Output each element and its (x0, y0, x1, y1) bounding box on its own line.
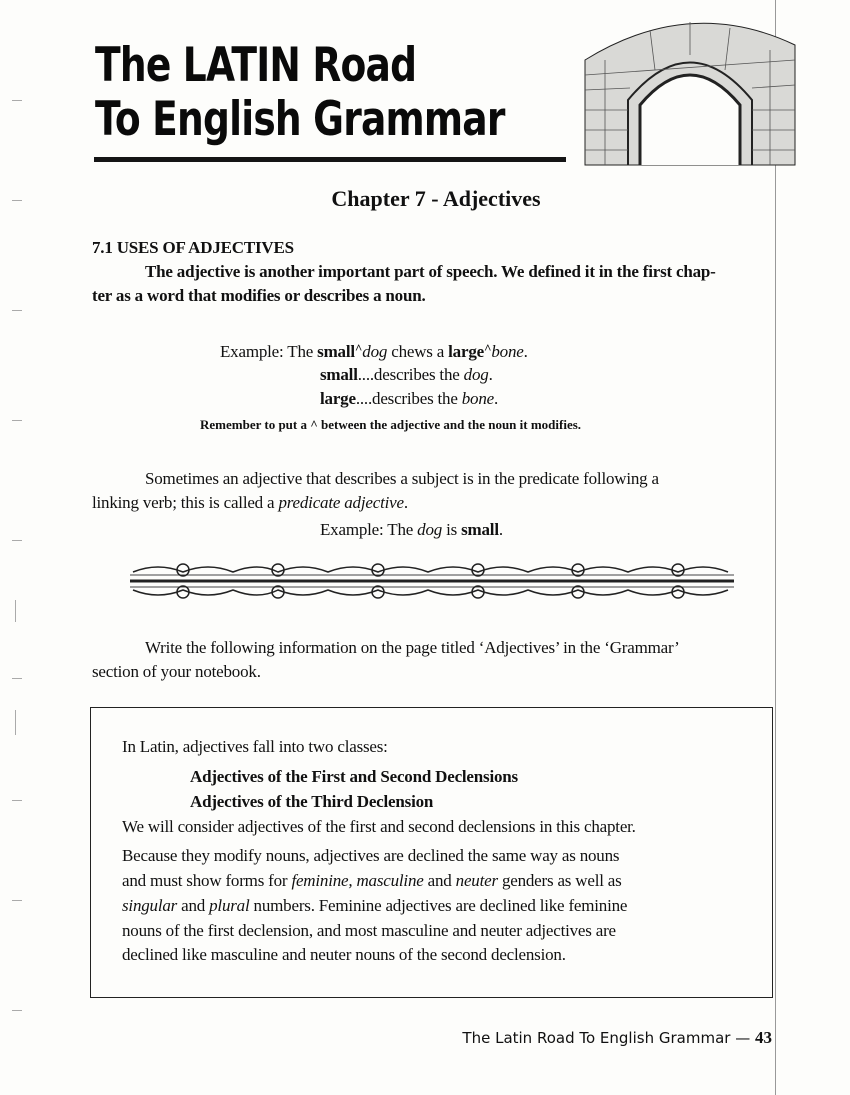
word-bone: bone (491, 342, 524, 361)
box-line-3: We will consider adjectives of the first and second declensions in this chapter. (122, 817, 636, 836)
text: . (523, 342, 528, 361)
binder-mark (12, 900, 22, 901)
text: . (403, 493, 408, 512)
text: and must show forms for (122, 871, 292, 890)
caret: ^ (354, 341, 363, 356)
paragraph-1-line-2: ter as a word that modifies or describes a noun. (92, 286, 426, 305)
term-plural: plural (209, 896, 250, 915)
word-dog: dog (463, 365, 489, 384)
binder-mark (12, 800, 22, 801)
word-dog: dog (362, 342, 388, 361)
book-title-line2: To English Grammar (95, 92, 505, 147)
term-predicate-adjective: predicate adjective (278, 493, 404, 512)
title-rule (94, 157, 566, 162)
word-bone: bone (461, 389, 494, 408)
binder-mark (12, 100, 22, 101)
word-large: large (320, 389, 356, 408)
paragraph-2-line-2 (92, 493, 408, 513)
text: numbers. Feminine adjectives are declined like feminine (249, 896, 628, 915)
text: and (423, 871, 456, 890)
text: . (494, 389, 499, 408)
footer-dash: — (735, 1029, 751, 1047)
term-genders: feminine, masculine (291, 871, 424, 890)
text: . (498, 520, 503, 539)
example-2 (320, 365, 493, 385)
example-4 (320, 520, 503, 540)
binder-mark (12, 420, 22, 421)
term-singular: singular (122, 896, 178, 915)
box-line-4: Because they modify nouns, adjectives are declined the same way as nouns (122, 846, 620, 865)
example-label: Example: The (320, 520, 418, 539)
page-footer (462, 1028, 772, 1048)
box-line-1: In Latin, adjectives fall into two classes: (122, 737, 388, 756)
adjective-class-1: Adjectives of the First and Second Declensions (190, 767, 518, 786)
binder-mark (12, 310, 22, 311)
binder-mark (12, 1010, 22, 1011)
stone-arch-illustration (580, 0, 800, 170)
box-line-8: declined like masculine and neuter nouns of the second declension. (122, 945, 566, 964)
caret: ^ (483, 341, 492, 356)
binder-mark (12, 678, 22, 679)
word-small: small (320, 365, 358, 384)
word-small: small (317, 342, 355, 361)
binder-mark (12, 540, 22, 541)
page-number: 43 (755, 1028, 772, 1047)
text: chews a (387, 342, 449, 361)
reminder-note: Remember to put a ^ between the adjective and the noun it modifies. (200, 417, 582, 432)
text: ....describes the (357, 365, 464, 384)
text: . (488, 365, 493, 384)
word-large: large (448, 342, 484, 361)
example-1 (220, 341, 528, 362)
chapter-title: Chapter 7 - Adjectives (331, 186, 541, 211)
word-small: small (461, 520, 499, 539)
box-line-5 (122, 871, 622, 891)
example-label: Example: The (220, 342, 318, 361)
book-title-line1: The LATIN Road (95, 38, 417, 93)
box-line-6 (122, 896, 627, 916)
paragraph-3-line-2: section of your notebook. (92, 662, 261, 681)
binder-mark (15, 600, 16, 622)
ornamental-divider (128, 560, 736, 602)
section-heading: 7.1 USES OF ADJECTIVES (92, 238, 294, 257)
text: genders as well as (497, 871, 622, 890)
footer-book-title: The Latin Road To English Grammar (462, 1029, 731, 1047)
box-line-7: nouns of the first declension, and most masculine and neuter adjectives are (122, 921, 616, 940)
example-3 (320, 389, 498, 409)
text: is (442, 520, 462, 539)
paragraph-1-line-1: The adjective is another important part of speech. We defined it in the first chap- (145, 262, 716, 281)
word-dog: dog (417, 520, 443, 539)
term-neuter: neuter (455, 871, 498, 890)
paragraph-2-line-1: Sometimes an adjective that describes a subject is in the predicate following a (145, 469, 659, 488)
text: ....describes the (355, 389, 462, 408)
text: and (177, 896, 210, 915)
adjective-class-2: Adjectives of the Third Declension (190, 792, 434, 811)
binder-mark (15, 710, 16, 735)
paragraph-3-line-1: Write the following information on the page titled ‘Adjectives’ in the ‘Grammar’ (145, 638, 680, 657)
text: linking verb; this is called a (92, 493, 279, 512)
